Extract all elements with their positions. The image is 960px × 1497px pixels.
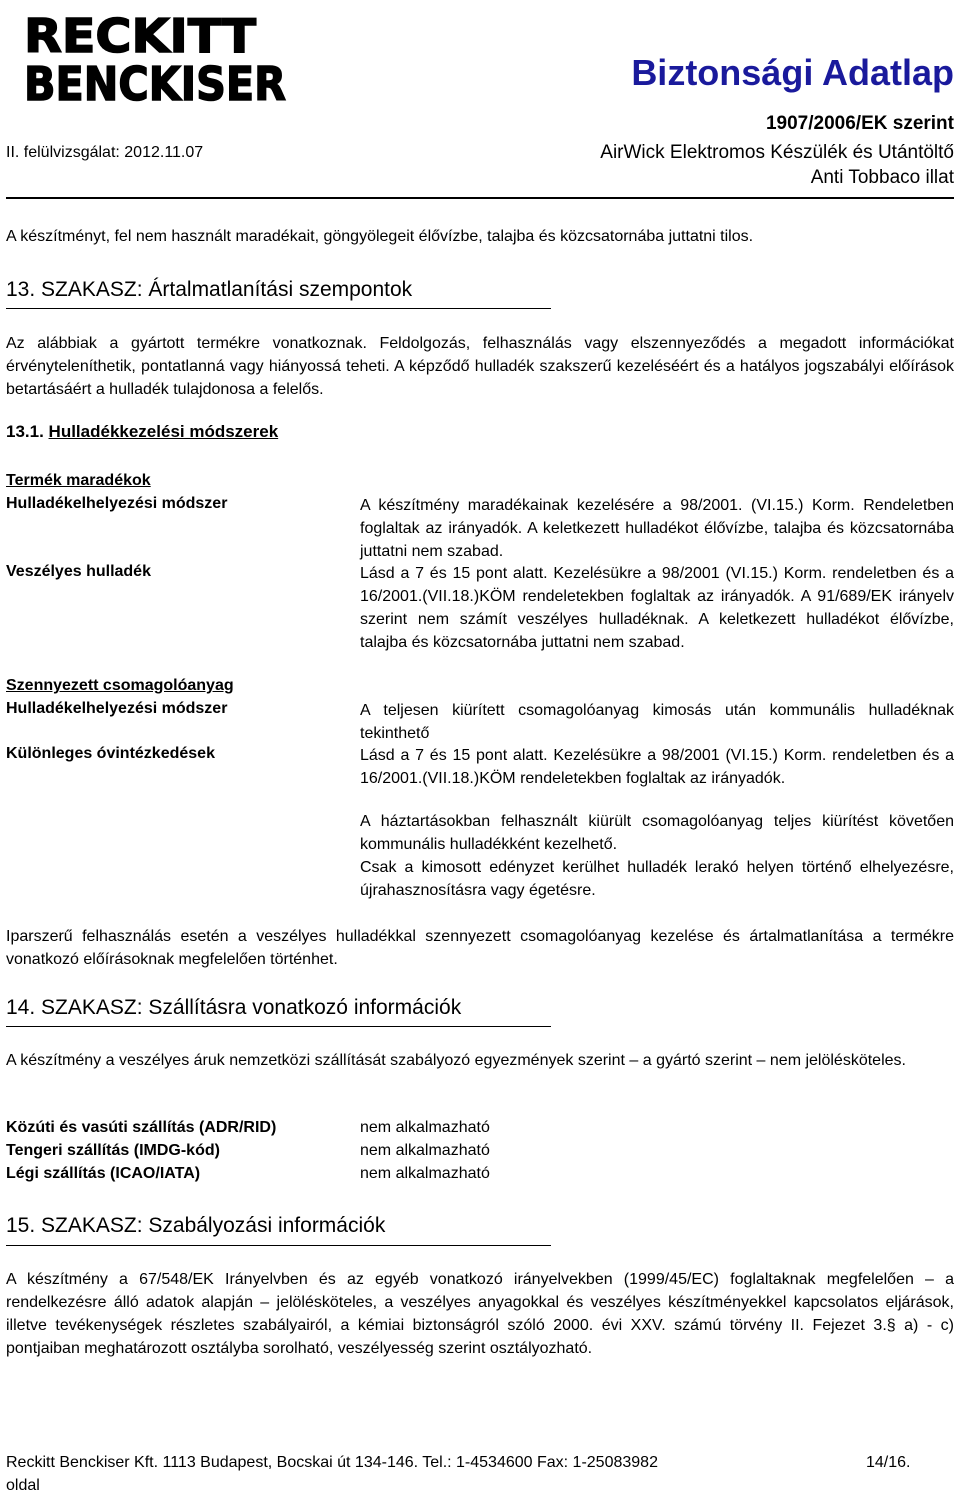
section-13-title: 13. SZAKASZ: Ártalmatlanítási szempontok (6, 278, 413, 301)
contaminated-packaging-heading: Szennyezett csomagolóanyag (6, 677, 234, 694)
hazardous-waste-label: Veszélyes hulladék (6, 563, 151, 580)
subsection-number: 13.1. (6, 422, 44, 441)
packaging-method-label: Hulladékelhelyezési módszer (6, 700, 228, 717)
transport-road-rail-value: nem alkalmazható (360, 1119, 490, 1136)
transport-air-label: Légi szállítás (ICAO/IATA) (6, 1165, 201, 1182)
packaging-method-text: A teljesen kiürített csomagolóanyag kimosás után kommunális hulladéknak tekinthető (360, 702, 954, 742)
subsection-name: Hulladékkezelési módszerek (48, 422, 279, 441)
product-residue-heading: Termék maradékok (6, 472, 151, 489)
transport-sea-value: nem alkalmazható (360, 1142, 490, 1159)
product-variant: Anti Tobbaco illat (810, 167, 954, 188)
revision-date: II. felülvizsgálat: 2012.11.07 (6, 144, 204, 161)
product-name: AirWick Elektromos Készülék és Utántöltő (600, 142, 954, 163)
section-13-text: Az alábbiak a gyártott termékre vonatkoznak. Feldolgozás, felhasználás vagy elszennyeződés a megadott információkat érvényteleníthetik, pontatlanná vagy hiányossá teheti. A képződő hulladék szakszerű kezeléséért és a hatályos jogszabályi előírások betartásáért a hulladék tulajdonosa a felelős. (6, 335, 954, 398)
section-14-text: A készítmény a veszélyes áruk nemzetközi szállítását szabályozó egyezmények szerint – a gyártó szerint – nem jelölésköteles. (6, 1052, 906, 1069)
disposal-method-label: Hulladékelhelyezési módszer (6, 495, 228, 512)
page-footer (6, 1451, 936, 1497)
transport-sea-label: Tengeri szállítás (IMDG-kód) (6, 1142, 220, 1159)
disposal-method-text: A készítmény maradékainak kezelésére a 98/2001. (VI.15.) Korm. Rendeletben foglaltak az irányadók. A keletkezett hulladékot élővízbe, talajba és közcsatornába juttatni nem szabad. (360, 497, 954, 560)
section-15-title: 15. SZAKASZ: Szabályozási információk (6, 1214, 386, 1237)
section-14-rule (6, 1026, 551, 1027)
logo-text-line1: RECKITT (24, 9, 257, 63)
header-divider (6, 197, 954, 199)
reckitt-benckiser-logo (22, 8, 292, 108)
transport-road-rail-label: Közúti és vasúti szállítás (ADR/RID) (6, 1119, 277, 1136)
special-precautions-label: Különleges óvintézkedések (6, 745, 215, 762)
section-15-text: A készítmény a 67/548/EK Irányelvben és az egyéb vonatkozó irányelvekben (1999/45/EC) foglaltaknak megfelelően – a rendelkezésre álló adatok alapján – jelölésköteles, a veszélyes anyagokkal és veszélyes készítményekkel kapcsolatos eljárások, illetve tevékenységek részletes szabályairól, a kémiai biztonságról szóló 2000. évi XXV. számú törvény II. Fejezet 3.§ a) - c) pontjaiban meghatározott osztályba sorolható, veszélyesség szerint osztályozható. (6, 1271, 954, 1357)
intro-text: A készítményt, fel nem használt maradékait, göngyölegeit élővízbe, talajba és közcsatornába juttatni tilos. (6, 228, 754, 245)
section-13-rule (6, 308, 551, 309)
special-precautions-text-1: Lásd a 7 és 15 pont alatt. Kezelésükre a 98/2001 (VI.15.) Korm. rendeletben és a 16/2001.(VII.18.)KÖM rendeletekben foglaltak az irányadók. (360, 747, 954, 787)
footer-page-number: 14/16. (866, 1454, 911, 1471)
footer-company-info: Reckitt Benckiser Kft. 1113 Budapest, Bocskai út 134-146. Tel.: 1-4534600 Fax: 1-25083982 (6, 1454, 658, 1471)
hazardous-waste-text: Lásd a 7 és 15 pont alatt. Kezelésükre a 98/2001 (VI.15.) Korm. rendeletben és a 16/2001.(VII.18.)KÖM rendeletekben foglaltak az irányadók. A 91/689/EK irányelv szerint nem számít veszélyes hulladéknak. A keletkezett hulladékot élővízbe, talajba és közcsatornába juttatni nem szabad. (360, 565, 954, 651)
footer-page-word: oldal (6, 1477, 40, 1494)
special-precautions-text-2: A háztartásokban felhasznált kiürült csomagolóanyag teljes kiürítést követően kommunális hulladékként kezelhető. (360, 813, 954, 853)
company-logo (22, 8, 292, 108)
logo-text-line2: BENCKISER (24, 57, 286, 108)
document-title: Biztonsági Adatlap (631, 52, 954, 93)
regulation-reference: 1907/2006/EK szerint (765, 113, 954, 134)
transport-air-value: nem alkalmazható (360, 1165, 490, 1182)
section-15-rule (6, 1245, 551, 1246)
subsection-13-1-title (6, 422, 278, 442)
section-14-title: 14. SZAKASZ: Szállításra vonatkozó információk (6, 996, 462, 1019)
industrial-use-text: Iparszerű felhasználás esetén a veszélyes hulladékkal szennyezett csomagolóanyag kezelése és ártalmatlanítása a termékre vonatkozó előírásoknak megfelelően történhet. (6, 928, 954, 968)
special-precautions-text-3: Csak a kimosott edényzet kerülhet hulladék lerakó helyen történő elhelyezésre, újrahasznosításra vagy égetésre. (360, 859, 954, 899)
